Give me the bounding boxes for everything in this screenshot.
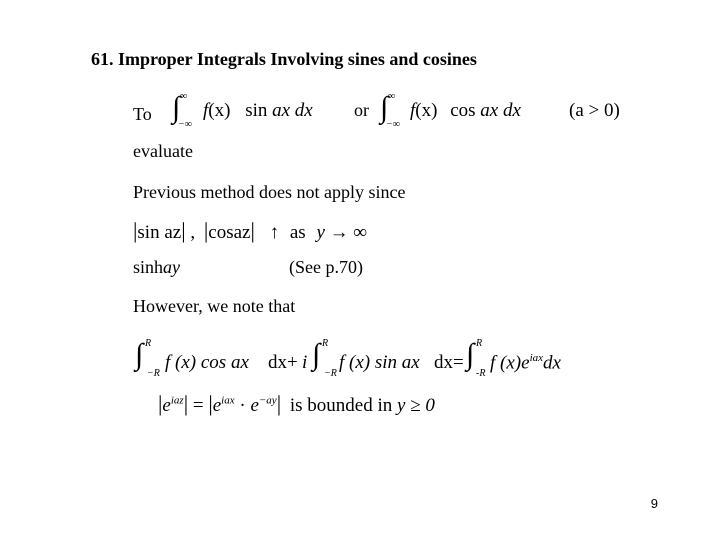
is-bounded-text: is bounded in [289,395,393,416]
evaluate-label: evaluate [133,141,193,161]
or-label: or [354,100,369,120]
comma: , [190,222,196,243]
function-f: f [410,100,416,121]
ax-dx: ax dx [272,100,313,121]
see-reference: (See p.70) [289,257,363,277]
dx-label: dx [543,352,561,374]
integral-cos [380,91,400,130]
integral-lower-limit: -R [476,368,486,379]
eq1-imaginary-i: i [302,352,308,373]
integral-lower-limit: −R [324,368,337,379]
abs-bar: | [250,218,255,243]
abs-bar: | [203,218,209,243]
up-arrow-icon: ↑ [269,222,280,243]
abs-bar: | [183,391,189,416]
integral-upper-limit: R [145,338,152,349]
integral-lower-limit: −R [147,368,160,379]
integral-upper-limit: ∞ [388,91,396,102]
cos-az: cosaz [208,222,251,243]
eq1-integrand-a: f (x) cos ax [165,352,249,373]
sin-label: sin [245,100,268,121]
integral-upper-limit: R [322,338,329,349]
e-label: e [162,395,171,416]
integral-sign: ∫ [172,91,181,124]
integral-upper-limit: ∞ [180,91,188,102]
eq1-integral-a [135,338,160,379]
ay-label: ay [163,257,181,277]
e-label: e [212,395,222,416]
exponent-iax: iax [221,394,235,407]
as-label: as [289,222,306,243]
f-x-e: f (x)e [490,352,530,374]
eq1-dx-equals: dx= [434,352,464,373]
sin-az: sin az [137,222,182,243]
abs-bar: | [158,391,163,416]
exponent-iax: iax [529,352,544,364]
eq1-integral-b [312,338,337,379]
integral-sign: ∫ [135,338,144,371]
integral-sign: ∫ [312,338,321,371]
abs-bar: | [208,391,213,416]
abs-bar: | [133,218,138,243]
eq1-integrand-c [490,352,561,374]
integral-sign: ∫ [466,338,475,371]
abs-bar: | [276,391,282,416]
e-label: e [250,395,259,416]
y-nonnegative: y ≥ 0 [396,395,435,416]
exponent-iaz: iaz [170,394,184,407]
y-to-infinity: y → ∞ [316,222,367,243]
exponent-minus-ay: −ay [258,394,277,407]
eq1-dx-plus: dx+ [268,352,298,373]
integrand-cos [410,100,521,122]
previous-method-line: Previous method does not apply since [133,182,406,202]
slide-title: 61. Improper Integrals Involving sines and cosines [91,49,477,69]
sinh-ay [133,257,180,278]
function-f: f [203,100,209,121]
function-arg: (x) [208,100,231,121]
page-number: 9 [650,496,658,511]
abs-bar: | [181,218,186,243]
cos-label: cos [450,100,476,121]
equals-sign: = [192,395,204,416]
condition-a-positive: (a > 0) [569,100,620,121]
bounded-statement [158,391,435,417]
eq1-integrand-b: f (x) sin ax [339,352,420,373]
integral-lower-limit: −∞ [386,119,400,130]
integrand-sin [203,100,313,122]
to-label: To [133,104,152,124]
integral-sin [172,91,192,130]
ax-dx: ax dx [480,100,521,121]
sinh-label: sinh [133,257,164,277]
growth-statement [133,218,367,244]
dot-operator: · [239,395,246,416]
integral-sign: ∫ [380,91,389,124]
integral-upper-limit: R [476,338,483,349]
eq1-integral-c [466,338,486,379]
integral-lower-limit: −∞ [178,119,192,130]
however-line: However, we note that [133,296,296,316]
function-arg: (x) [415,100,438,121]
